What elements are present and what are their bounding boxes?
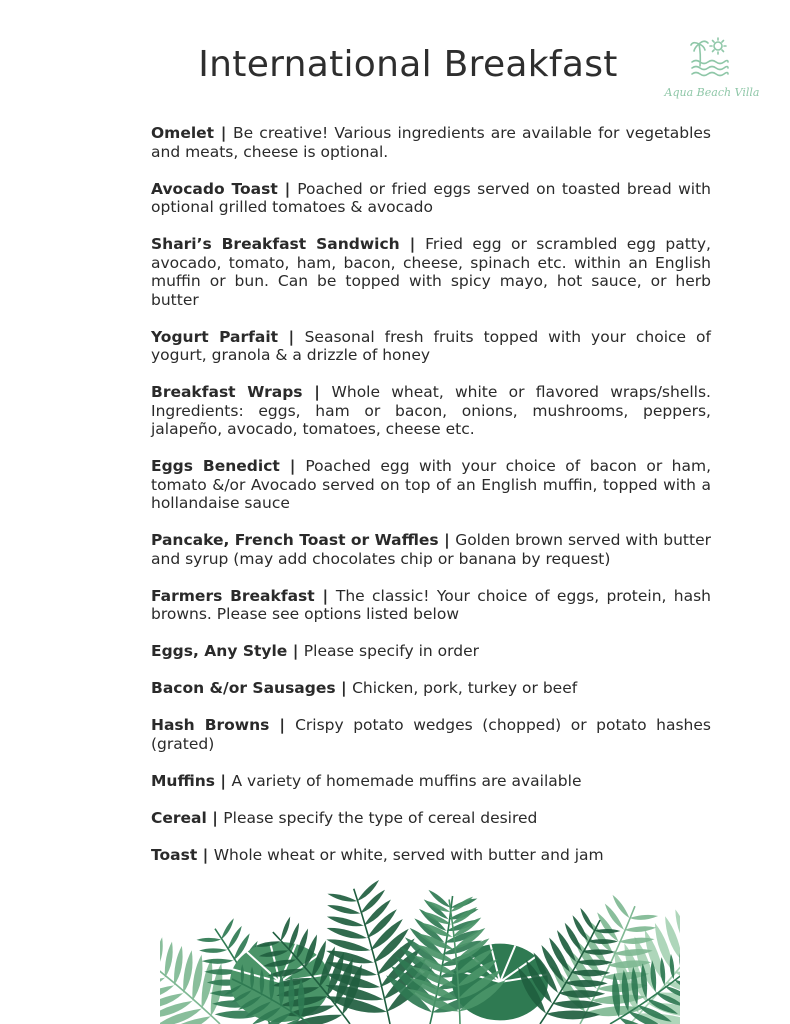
menu-item-description: Poached egg with your choice of bacon or ham, tomato &/or Avocado served on top of an English muffin, topped with a hollandaise sauce xyxy=(151,457,711,512)
menu-item-description: Please specify in order xyxy=(303,642,479,660)
menu-item xyxy=(151,809,711,828)
menu-item-name: Eggs Benedict xyxy=(151,457,280,475)
menu-item-description: Whole wheat, white or flavored wraps/shells. Ingredients: eggs, ham or bacon, onions, mushrooms, peppers, jalapeño, avocado, tomatoes, cheese etc. xyxy=(151,383,711,438)
menu-item-description: Chicken, pork, turkey or beef xyxy=(352,679,578,697)
menu-item xyxy=(151,587,711,624)
menu-item-separator: | xyxy=(269,716,296,734)
menu-item-name: Pancake, French Toast or Waffles xyxy=(151,531,439,549)
menu-item xyxy=(151,642,711,661)
menu-item-separator: | xyxy=(287,642,304,660)
menu-item-separator: | xyxy=(277,179,298,198)
menu-item xyxy=(151,235,711,309)
menu-item-description: The classic! Your choice of eggs, protein, hash browns. Please see options listed below xyxy=(151,586,711,623)
menu-item-name: Toast xyxy=(151,845,198,864)
menu-item-separator: | xyxy=(278,327,305,346)
menu-item-separator: | xyxy=(438,531,456,549)
logo xyxy=(660,36,764,106)
menu-item-name: Bacon &/or Sausages xyxy=(151,679,336,697)
menu-item-separator: | xyxy=(215,771,232,790)
menu-item-name: Muffins xyxy=(151,771,216,790)
menu-item-description: Please specify the type of cereal desired xyxy=(223,808,538,827)
menu-item-separator: | xyxy=(206,808,224,827)
menu-item-name: Yogurt Parfait xyxy=(151,327,279,346)
menu-item xyxy=(151,383,711,439)
menu-item-description: Be creative! Various ingredients are available for vegetables and meats, cheese is optional. xyxy=(151,124,711,161)
menu-item-separator: | xyxy=(197,845,214,864)
menu-item-description: Fried egg or scrambled egg patty, avocado, tomato, ham, bacon, cheese, spinach etc. within an English muffin or bun. Can be topped with spicy mayo, hot sauce, or herb butter xyxy=(151,235,711,309)
logo-text: Aqua Beach Villa xyxy=(664,86,760,99)
menu-item-name: Avocado Toast xyxy=(151,179,278,198)
menu-item-separator: | xyxy=(335,679,353,697)
menu-item-separator: | xyxy=(399,235,426,253)
tropical-leaves-icon xyxy=(160,862,680,1024)
menu-item-description: Poached or fried eggs served on toasted bread with optional grilled tomatoes & avocado xyxy=(151,179,711,216)
menu-item xyxy=(151,180,711,217)
page-title: International Breakfast xyxy=(198,44,618,85)
menu-item xyxy=(151,457,711,513)
menu-item-description: Seasonal fresh fruits topped with your choice of yogurt, granola & a drizzle of honey xyxy=(151,327,711,364)
menu-item-description: Whole wheat or white, served with butter and jam xyxy=(213,845,604,864)
menu-item-description: A variety of homemade muffins are available xyxy=(231,771,582,790)
menu-item-name: Breakfast Wraps xyxy=(151,383,303,401)
menu-item-separator: | xyxy=(214,124,233,142)
menu-item-separator: | xyxy=(279,457,306,475)
menu-item xyxy=(151,772,711,791)
menu-item xyxy=(151,328,711,365)
menu-item-name: Eggs, Any Style xyxy=(151,642,288,660)
menu-item-separator: | xyxy=(314,586,336,605)
menu-item xyxy=(151,531,711,568)
menu-item-name: Omelet xyxy=(151,124,215,142)
menu-item-name: Farmers Breakfast xyxy=(151,586,315,605)
menu-list xyxy=(151,124,711,883)
menu-item-description: Crispy potato wedges (chopped) or potato hashes (grated) xyxy=(151,716,711,753)
menu-item xyxy=(151,716,711,753)
menu-item xyxy=(151,679,711,698)
menu-item-name: Hash Browns xyxy=(151,716,270,734)
menu-item xyxy=(151,124,711,161)
menu-item-name: Shari’s Breakfast Sandwich xyxy=(151,235,400,253)
menu-item-separator: | xyxy=(302,383,332,401)
menu-item-name: Cereal xyxy=(151,808,207,827)
palm-tree-sun-waves-icon xyxy=(690,36,734,80)
menu-item-description: Golden brown served with butter and syrup (may add chocolates chip or banana by request) xyxy=(151,531,711,568)
